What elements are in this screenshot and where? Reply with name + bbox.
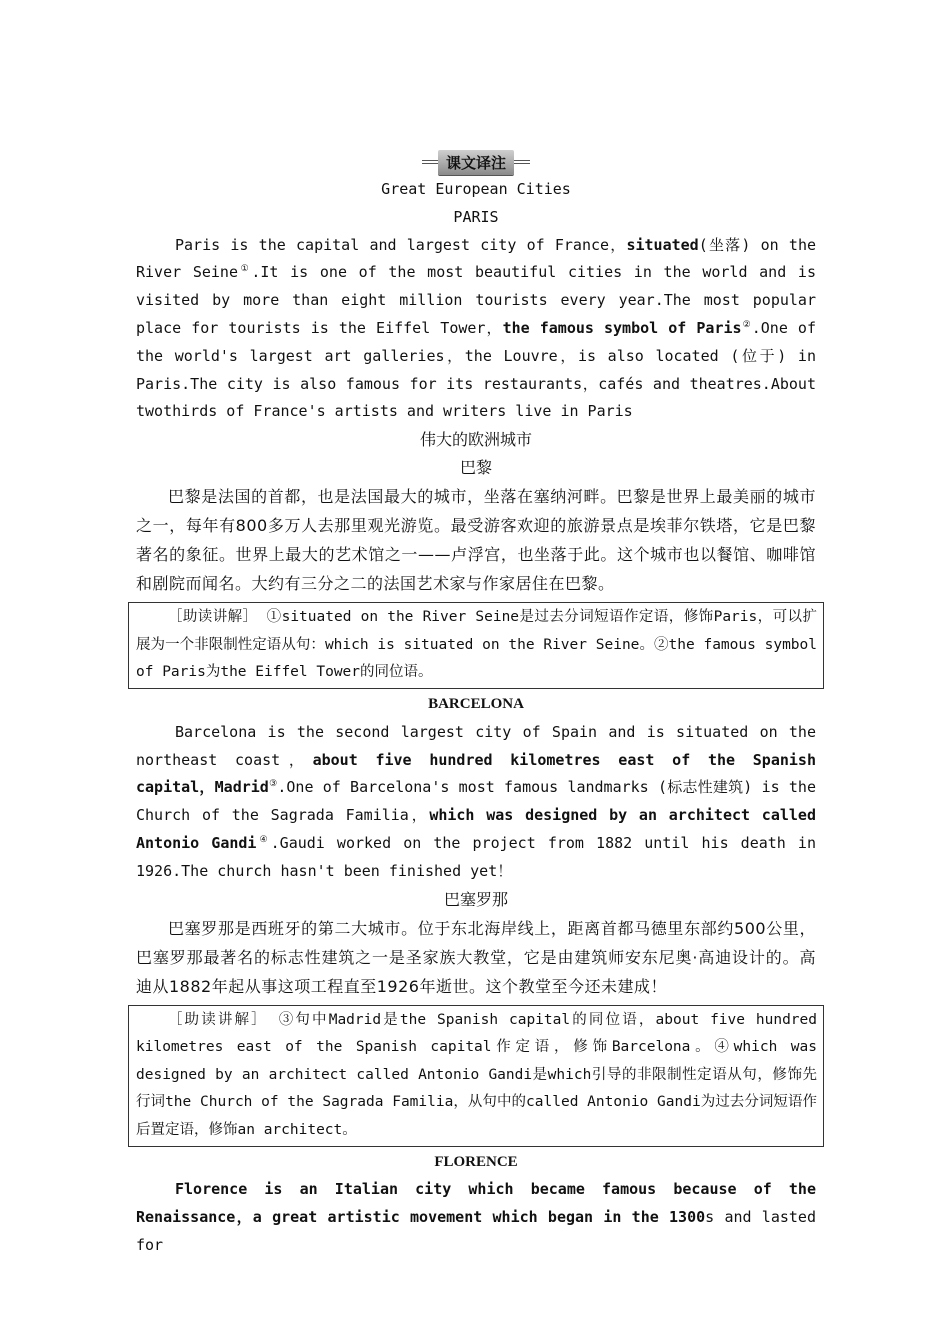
section-badge bbox=[136, 148, 816, 176]
bold-span: Florence is an Italian city which became famous because of the Renaissance，a great artistic movement which began in the 1300 bbox=[136, 1180, 816, 1227]
barcelona-note-box: ［助读讲解］ ③句中Madrid是the Spanish capital的同位语，about five hundred kilometres east of the Spanish capital作定语，修饰Barcelona。④which was designed by an architect called Antonio Gandi是which引导的非限制性定语从句，修饰先行词the Church of the Sagrada Familia，从句中的called Antonio Gandi为过去分词短语作后置定语，修饰an architect。 bbox=[128, 1005, 824, 1147]
text-span: (坐落) on the River Seine bbox=[136, 235, 817, 282]
barcelona-heading-cn: 巴塞罗那 bbox=[443, 889, 508, 909]
bold-span: situated bbox=[626, 235, 699, 254]
badge-right-bar bbox=[514, 160, 530, 164]
paris-paragraph bbox=[136, 232, 816, 427]
title-cn: 伟大的欧洲城市 bbox=[419, 430, 532, 450]
barcelona-heading: BARCELONA bbox=[428, 695, 524, 712]
text-span: Paris is the capital and largest city of France， bbox=[175, 235, 627, 254]
florence-paragraph bbox=[136, 1176, 816, 1259]
badge-left-bar bbox=[422, 160, 438, 164]
text-span: .Gaudi worked on the project from 1882 until his death in 1926.The church hasn't been finished yet！ bbox=[136, 833, 816, 880]
paris-heading: PARIS bbox=[453, 207, 499, 226]
text-span: Barcelona is the second largest city of Spain and is situated on the northeast coast， bbox=[136, 722, 816, 769]
document-page bbox=[136, 148, 816, 1260]
paris-note-box: ［助读讲解］ ①situated on the River Seine是过去分词短语作定语，修饰Paris，可以扩展为一个非限制性定语从句：which is situated on the River Seine。②the famous symbol of Paris为the Eiffel Tower的同位语。 bbox=[128, 602, 824, 689]
footnote-marker: ③ bbox=[268, 779, 278, 790]
footnote-marker: ① bbox=[238, 264, 252, 275]
text-span: s and lasted for bbox=[136, 1208, 816, 1254]
bold-span: the famous symbol of Paris bbox=[502, 318, 742, 337]
section-badge-label: 课文译注 bbox=[438, 150, 514, 175]
bold-span: which was designed by an architect called Antonio Gandi bbox=[136, 806, 816, 852]
barcelona-translation: 巴塞罗那是西班牙的第二大城市。位于东北海岸线上，距离首都马德里东部约500公里，巴塞罗那最著名的标志性建筑之一是圣家族大教堂，它是由建筑师安东尼奥·高迪设计的。高迪从1882年起从事这项工程直至1926年逝世。这个教堂至今还未建成！ bbox=[136, 918, 816, 996]
paris-translation: 巴黎是法国的首都，也是法国最大的城市，坐落在塞纳河畔。巴黎是世界上最美丽的城市之一，每年有800多万人去那里观光游览。最受游客欢迎的旅游景点是埃菲尔铁塔，它是巴黎著名的象征。世界上最大的艺术馆之一——卢浮宫，也坐落于此。这个城市也以餐馆、咖啡馆和剧院而闻名。大约有三分之二的法国艺术家与作家居住在巴黎。 bbox=[136, 487, 816, 594]
text-span: .One of the world's largest art galleries，the Louvre，is also located (位于) in Paris.The city is also famous for its restaurants，cafés and theatres.About twothirds of France's artists and writers live in Paris bbox=[136, 318, 816, 421]
florence-heading: FLORENCE bbox=[434, 1153, 518, 1170]
text-span: .One of Barcelona's most famous landmarks (标志性建筑) is the Church of the Sagrada Familia， bbox=[136, 778, 816, 825]
paris-heading-cn: 巴黎 bbox=[459, 458, 492, 478]
barcelona-paragraph bbox=[136, 719, 816, 886]
bold-span: about five hundred kilometres east of the Spanish capital，Madrid bbox=[136, 750, 816, 797]
footnote-marker: ② bbox=[741, 319, 752, 330]
text-span: .It is one of the most beautiful cities in the world and is visited by more than eight million tourists every year.The most popular place for tourists is the Eiffel Tower， bbox=[136, 263, 816, 337]
title-en: Great European Cities bbox=[381, 180, 571, 198]
footnote-marker: ④ bbox=[256, 834, 271, 845]
